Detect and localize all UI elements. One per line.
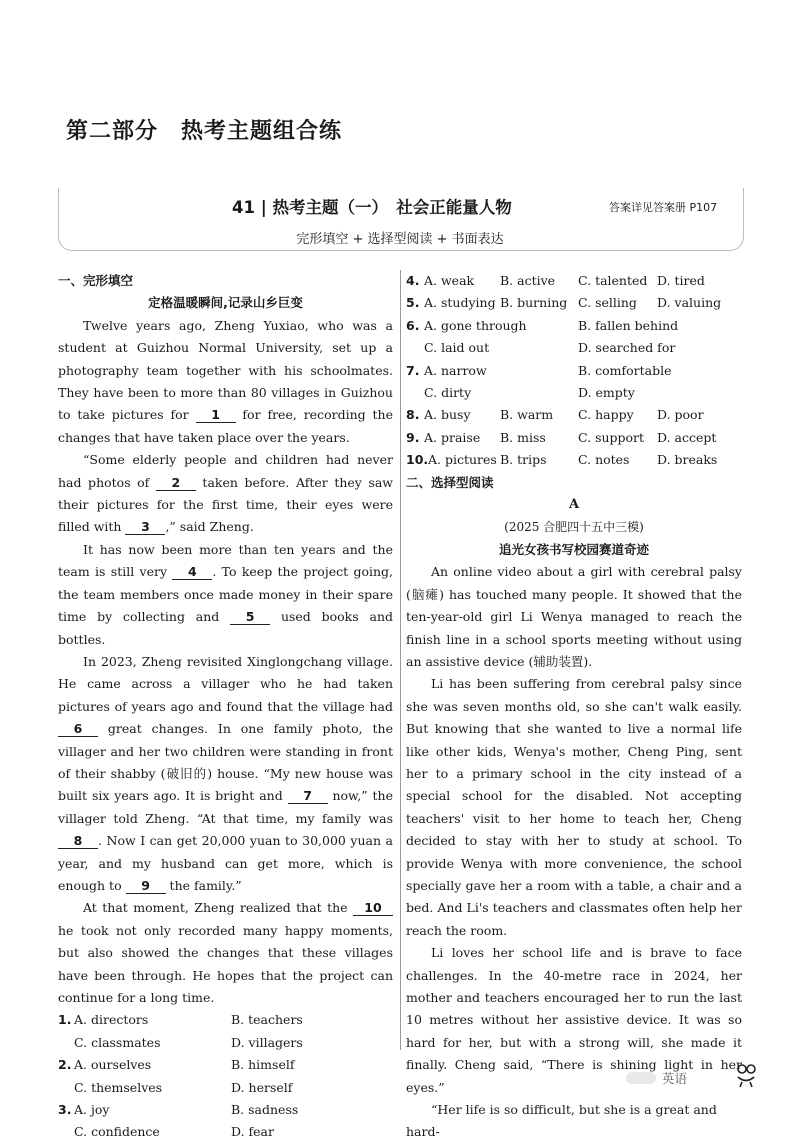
footer-decoration [626, 1072, 656, 1084]
text: the family.” [165, 877, 242, 893]
text: great changes. In one family photo, the villager and her two children were standing in front of their shabby (破旧的) house. “My new house was built six years ago. It is bright and [58, 721, 393, 804]
text: now,” the villager told Zheng. “At that time, my family was [58, 788, 393, 826]
option-b[interactable]: B. comfortable [578, 362, 672, 378]
option-c[interactable]: C. happy [578, 407, 634, 423]
cloze-question-4 [406, 270, 742, 292]
blank-3: 3 [125, 520, 165, 535]
blank-4: 4 [172, 565, 212, 580]
blank-10: 10 [353, 901, 393, 916]
option-c[interactable]: C. dirty [424, 385, 472, 401]
question-number: 10. [406, 452, 429, 468]
blank-2: 2 [156, 476, 196, 491]
blank-1: 1 [196, 408, 236, 423]
cloze-section-title: 一、完形填空 [58, 273, 134, 288]
option-d[interactable]: D. valuing [657, 295, 722, 311]
option-d[interactable]: D. fear [231, 1124, 274, 1140]
option-d[interactable]: D. herself [231, 1079, 293, 1095]
option-c[interactable]: C. support [578, 429, 645, 445]
reading-paragraph-2: Li has been suffering from cerebral palsy since she was seven months old, so she can't walk easily. But knowing that she wanted to live a normal life like other kids, Wenya's mother, Cheng Ping, sent her to a primary school in the city instead of a special school for the disabled. Not accepting teachers' visit to her home to teach her, Cheng decided to stay with her to study at school. To provide Wenya with more convenience, the school specially gave her a room with a table, a chair and a bed. And Li's teachers and classmates often help her reach the room. [406, 676, 742, 938]
text: In 2023, Zheng revisited Xinglongchang village. He came across a villager who he had taken pictures of years ago and found that the village had [58, 653, 393, 714]
part-title: 第二部分 热考主题组合练 [66, 119, 343, 144]
cloze-question-1 [58, 1009, 393, 1054]
option-c[interactable]: C. themselves [74, 1079, 163, 1095]
option-d[interactable]: D. empty [578, 385, 635, 401]
question-number: 6. [406, 317, 420, 333]
option-a[interactable]: A. narrow [424, 362, 487, 378]
option-c[interactable]: C. talented [578, 273, 648, 288]
option-d[interactable]: D. searched for [578, 340, 676, 356]
option-a[interactable]: A. busy [424, 407, 471, 423]
option-a[interactable]: A. weak [424, 273, 475, 288]
cloze-article-title: 定格温暖瞬间,记录山乡巨变 [148, 295, 303, 311]
cloze-question-6 [406, 315, 742, 360]
option-d[interactable]: D. poor [657, 407, 704, 423]
cloze-question-2 [58, 1054, 393, 1099]
column-divider [400, 270, 401, 1050]
cloze-question-3 [58, 1099, 393, 1144]
option-a[interactable]: A. joy [74, 1102, 110, 1118]
cloze-paragraph-3 [58, 539, 393, 651]
option-c[interactable]: C. laid out [424, 340, 490, 356]
option-b[interactable]: B. fallen behind [578, 317, 679, 333]
option-b[interactable]: B. active [500, 273, 556, 288]
reading-paragraph-3: Li loves her school life and is brave to face challenges. In the 40-metre race in 2024, her mother and teachers encouraged her to run the last 10 metres without her assistive device. It was so hard for her, but with a strong will, she made it finally. Cheng said, “There is shining light in her eyes.” [406, 945, 742, 1095]
text: At that moment, Zheng realized that the [83, 900, 353, 916]
option-b[interactable]: B. miss [500, 429, 546, 445]
cloze-question-8 [406, 404, 742, 426]
reading-article-title: 追光女孩书写校园赛道奇迹 [498, 541, 649, 557]
answer-reference: 答案详见答案册 P107 [609, 201, 718, 214]
text: . Now I can get 20,000 yuan to 30,000 yuan a year, and my husband can get more, which is enough to [58, 833, 393, 893]
text: taken before. After they saw their pictures for the first time, their eyes were filled with [58, 474, 393, 535]
option-b[interactable]: B. teachers [231, 1012, 303, 1028]
cloze-question-9 [406, 427, 742, 449]
footer-subject: 英语 [662, 1071, 688, 1086]
text: . To keep the project going, the team members once made money in their spare time by collecting and [58, 564, 393, 625]
option-b[interactable]: B. himself [231, 1057, 295, 1073]
unit-subtitle: 完形填空 + 选择型阅读 + 书面表达 [296, 232, 504, 247]
text: “Some elderly people and children had never had photos of [58, 452, 393, 490]
option-a[interactable]: A. pictures [428, 452, 497, 468]
option-a[interactable]: A. ourselves [74, 1057, 152, 1073]
question-number: 8. [406, 407, 420, 423]
cloze-question-10 [406, 449, 742, 471]
option-c[interactable]: C. selling [578, 295, 637, 311]
blank-5: 5 [230, 610, 270, 625]
option-c[interactable]: C. notes [578, 452, 630, 468]
option-d[interactable]: D. tired [657, 273, 705, 288]
text: used books and bottles. [58, 609, 393, 647]
text: for free, recording the changes that have taken place over the years. [58, 407, 393, 445]
text: Twelve years ago, Zheng Yuxiao, who was a student at Guizhou Normal University, set up a photography team together with his schoolmates. They have been to more than 80 villages in Guizhou to take pictures for [58, 317, 393, 423]
reading-source: (2025 合肥四十五中三模) [504, 520, 644, 535]
text: ,” said Zheng. [165, 519, 254, 535]
question-number: 1. [58, 1012, 72, 1028]
blank-6: 6 [58, 722, 98, 737]
text: he took not only recorded many happy moments, but also showed the changes that these villages have been through. He hopes that the project can continue for a long time. [58, 922, 393, 1005]
reading-paragraph-1: An online video about a girl with cerebral palsy (脑瘫) has touched many people. It showed that the ten-year-old girl Li Wenya managed to reach the finish line in a school sports meeting without using an assistive device (辅助装置). [406, 564, 742, 669]
cloze-section [58, 270, 393, 1144]
option-d[interactable]: D. villagers [231, 1034, 303, 1050]
cloze-paragraph-5 [58, 897, 393, 1009]
text: It has now been more than ten years and the team is still very [58, 541, 393, 580]
cloze-question-7 [406, 360, 742, 405]
cloze-question-5 [406, 292, 742, 314]
question-number: 7. [406, 362, 420, 378]
question-number: 5. [406, 295, 420, 311]
right-column [406, 270, 742, 1144]
option-b[interactable]: B. warm [500, 407, 554, 423]
blank-7: 7 [288, 789, 328, 804]
reading-article-letter: A [568, 497, 580, 513]
option-b[interactable]: B. sadness [231, 1102, 299, 1118]
blank-8: 8 [58, 834, 98, 849]
blank-9: 9 [126, 879, 166, 894]
mascot-logo-icon [734, 1062, 758, 1088]
cloze-paragraph-1 [58, 315, 393, 449]
reading-paragraph-4: “Her life is so difficult, but she is a great and hard- [406, 1102, 717, 1140]
option-a[interactable]: A. directors [74, 1012, 149, 1028]
option-b[interactable]: B. trips [500, 452, 547, 468]
reading-section-title: 二、选择型阅读 [406, 474, 494, 490]
option-a[interactable]: A. praise [424, 429, 481, 445]
question-number: 9. [406, 429, 420, 445]
option-c[interactable]: C. classmates [74, 1034, 161, 1050]
option-d[interactable]: D. accept [657, 429, 717, 445]
question-number: 2. [58, 1057, 72, 1073]
cloze-paragraph-2 [58, 449, 393, 539]
option-d[interactable]: D. breaks [657, 452, 718, 468]
option-a[interactable]: A. studying [424, 295, 496, 311]
option-b[interactable]: B. burning [500, 295, 568, 311]
cloze-paragraph-4 [58, 651, 393, 897]
option-c[interactable]: C. confidence [74, 1124, 160, 1140]
question-number: 4. [406, 273, 420, 288]
question-number: 3. [58, 1102, 72, 1118]
option-a[interactable]: A. gone through [424, 317, 527, 333]
unit-title: 41 | 热考主题（一） 社会正能量人物 [232, 198, 512, 217]
